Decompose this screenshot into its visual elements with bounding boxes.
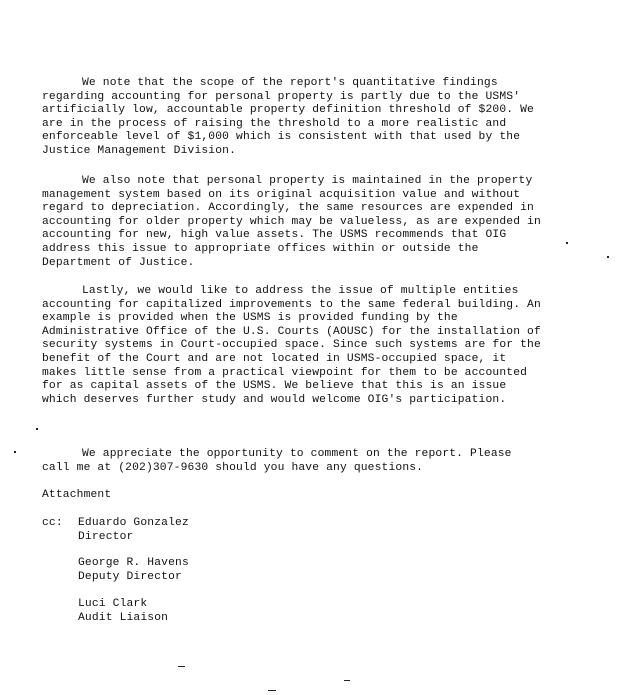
cc-label: cc: [42,517,63,529]
cc-recipient [78,517,189,544]
attachment-label: Attachment [42,489,112,501]
cc-recipient-name: George R. Havens [78,557,189,569]
paragraph-capitalized-improvements: Lastly, we would like to address the issue of multiple entities accounting for capitalized improvements to the same federal building. An example is provided when the USMS is provided funding by the Administrative Office of the U.S. Courts (AOUSC) for the installation of security systems in Court-occupied space. Since such systems are for the benefit of the Court and are not located in USMS-occupied space, it makes little sense from a practical viewpoint for them to be accounted for as capital assets of the USMS. We believe that this is an issue which deserves further study and would welcome OIG's participation. [42,285,541,406]
scan-speck [566,242,568,244]
scan-speck [607,256,609,258]
scan-speck [178,666,185,667]
cc-recipient [78,598,168,625]
cc-recipient-title: Director [78,530,134,543]
cc-recipient-title: Audit Liaison [78,611,169,624]
cc-recipient-name: Eduardo Gonzalez [78,517,189,529]
cc-recipient-name: Luci Clark [78,598,148,610]
scan-speck [344,680,350,681]
scan-speck [36,428,38,430]
scan-speck [268,690,276,691]
paragraph-depreciation: We also note that personal property is maintained in the property management system based on its original acquisition value and without regard to depreciation. Accordingly, the same resources are expended in accounting for older property which may be valueless, as are expended in accounting for new, high value assets. The USMS recommends that OIG address this issue to appropriate offices within or outside the Department of Justice. [42,175,541,269]
cc-recipient [78,557,189,584]
cc-recipient-title: Deputy Director [78,570,182,583]
scan-speck [14,451,16,453]
paragraph-threshold: We note that the scope of the report's quantitative findings regarding accounting for personal property is partly due to the USMS' artificially low, accountable property definition threshold of $200. We are in the process of raising the threshold to a more realistic and enforceable level of $1,000 which is consistent with that used by the Justice Management Division. [42,77,534,157]
paragraph-closing: We appreciate the opportunity to comment on the report. Please call me at (202)307-9630 should you have any questions. [42,448,512,474]
